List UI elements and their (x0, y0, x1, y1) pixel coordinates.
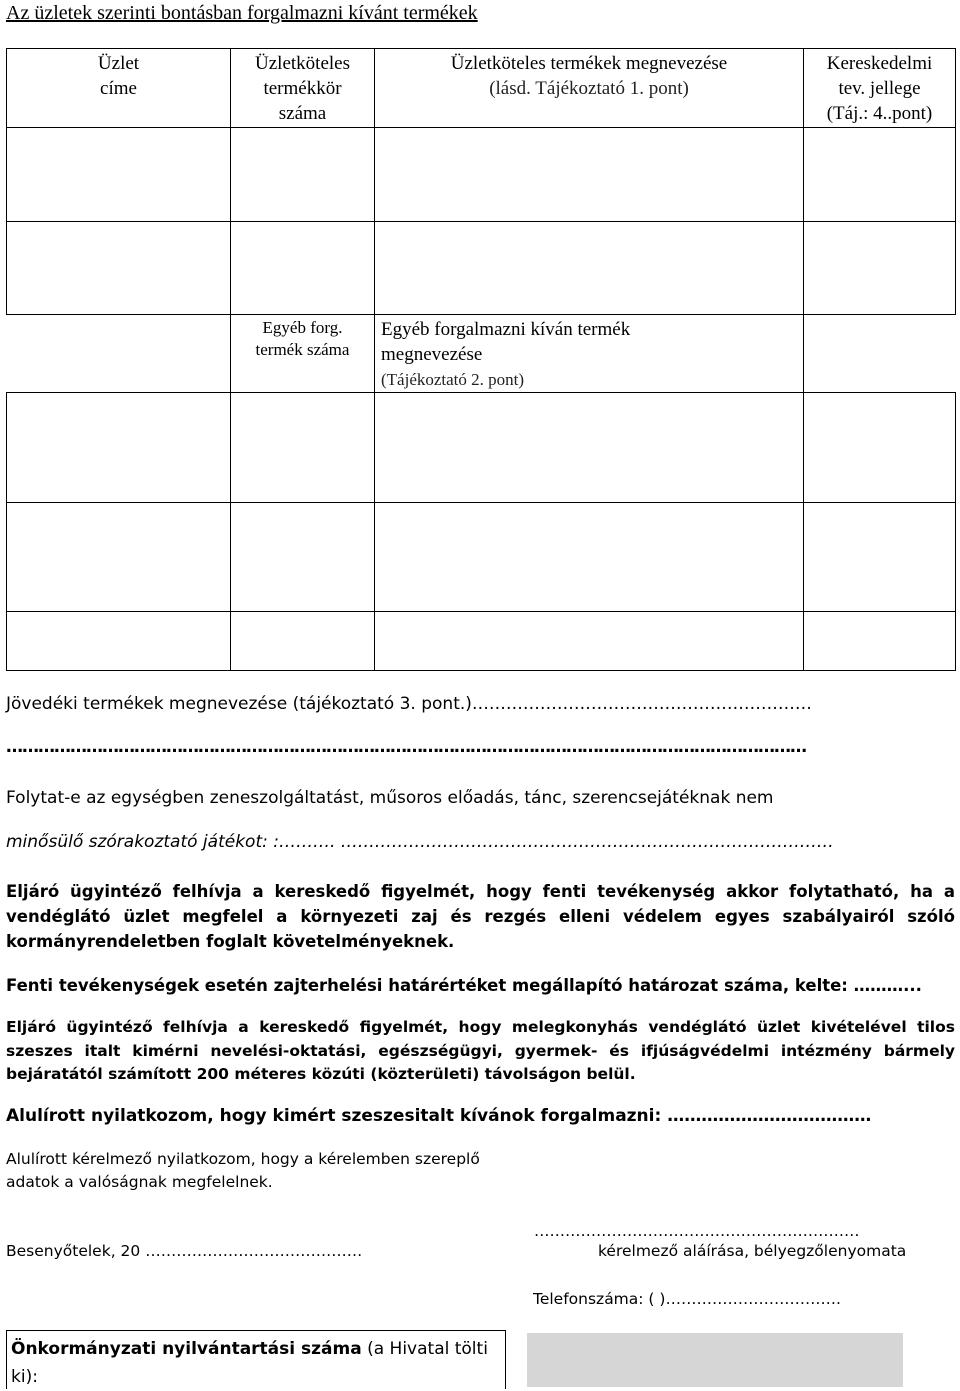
table-cell[interactable] (804, 393, 956, 503)
table-cell[interactable] (231, 503, 375, 612)
header-line: száma (278, 103, 327, 124)
noise-limit-line: Fenti tevékenységek esetén zajterhelési határértéket megállapító határozat száma, kelte: ………... (6, 976, 922, 995)
table-cell[interactable] (375, 128, 804, 222)
table-header-row (7, 315, 956, 393)
excise-products-dots[interactable]: …………………………………………………………………………………………………………………………………… (6, 737, 806, 757)
music-question-line-2: minősülő szórakoztató játékot: :………. …………………………………………………………………………… (6, 832, 834, 852)
header-shop-address (7, 49, 231, 128)
header-trade-type (804, 49, 956, 128)
header-line: Üzletköteles termékek megnevezése (450, 53, 728, 74)
header-other-product-names (375, 315, 804, 393)
table-cell[interactable] (804, 128, 956, 222)
table-cell[interactable] (231, 222, 375, 315)
registry-number-field[interactable] (527, 1333, 903, 1387)
table-cell[interactable] (7, 503, 231, 612)
header-line: Üzlet (97, 53, 140, 74)
signature-label: kérelmező aláírása, bélyegzőlenyomata (598, 1242, 907, 1260)
table-cell[interactable] (7, 393, 231, 503)
table-cell[interactable] (375, 503, 804, 612)
place-date[interactable]: Besenyőtelek, 20 …………………………………… (6, 1242, 363, 1260)
header-line: Egyéb forgalmazni kíván termék (381, 319, 631, 340)
empty-corner (7, 315, 231, 393)
products-table (6, 48, 956, 315)
header-other-product-number (231, 315, 375, 393)
table-cell[interactable] (804, 503, 956, 612)
header-line: (Táj.: 4..pont) (826, 103, 933, 124)
header-line: tev. jellege (838, 78, 921, 99)
header-line: Egyéb forg. (262, 318, 343, 337)
registry-label-bold: Önkormányzati nyilvántartási száma (11, 1339, 362, 1359)
empty-corner (804, 315, 956, 393)
table-cell[interactable] (231, 128, 375, 222)
header-product-group-number (231, 49, 375, 128)
table-cell[interactable] (7, 128, 231, 222)
registry-label-rest: (a Hivatal tölti (361, 1339, 488, 1359)
table-cell[interactable] (804, 222, 956, 315)
table-cell[interactable] (231, 393, 375, 503)
truth-declaration-line: adatok a valóságnak megfelelnek. (6, 1173, 273, 1191)
header-product-names (375, 49, 804, 128)
truth-declaration (6, 1148, 480, 1194)
table-cell[interactable] (7, 222, 231, 315)
table-cell[interactable] (231, 612, 375, 671)
music-question-line-1: Folytat-e az egységben zeneszolgáltatást, műsoros előadás, tánc, szerencsejátéknak nem (6, 788, 774, 808)
signature-line[interactable]: ……………………………………………………… (534, 1222, 860, 1240)
table-cell[interactable] (375, 393, 804, 503)
other-products-table (6, 314, 956, 671)
table-row (7, 128, 956, 222)
alcohol-notice: Eljáró ügyintéző felhívja a kereskedő figyelmét, hogy melegkonyhás vendéglátó üzlet kivételével tilos szeszes italt kimérni nevelési-oktatási, egészségügyi, gyermek- és ifjúságvédelmi intézmény bármely bejáratától számított 200 méteres közúti (közterületi) távolságon belül. (6, 1018, 955, 1083)
phone-field[interactable]: Telefonszáma: ( )……………………………. (533, 1290, 841, 1308)
table-cell[interactable] (375, 222, 804, 315)
truth-declaration-line: Alulírott kérelmező nyilatkozom, hogy a kérelemben szereplő (6, 1150, 480, 1168)
alcohol-declaration: Alulírott nyilatkozom, hogy kimért szeszesitalt kívánok forgalmazni: ……………………………… (6, 1106, 872, 1126)
registry-box (6, 1330, 506, 1389)
table-cell[interactable] (7, 612, 231, 671)
header-line: termékkör (263, 78, 342, 99)
noise-notice: Eljáró ügyintéző felhívja a kereskedő figyelmét, hogy fenti tevékenység akkor folytatható, ha a vendéglátó üzlet megfelel a környezeti zaj és rezgés elleni védelem egyes szabályairól szóló kormányrendeletben foglalt követelményeknek. (6, 882, 955, 951)
registry-label-end: ki): (11, 1367, 38, 1387)
table-header-row (7, 49, 956, 128)
page-title: Az üzletek szerinti bontásban forgalmazni kívánt termékek (6, 2, 478, 24)
excise-products-line: Jövedéki termékek megnevezése (tájékoztató 3. pont.)…………………………………………………… (6, 694, 812, 714)
table-row (7, 393, 956, 503)
table-row (7, 503, 956, 612)
header-line: (Tájékoztató 2. pont) (381, 370, 525, 389)
table-row (7, 222, 956, 315)
table-cell[interactable] (804, 612, 956, 671)
header-line: termék száma (255, 340, 350, 359)
table-cell[interactable] (375, 612, 804, 671)
header-line: Üzletköteles (255, 53, 350, 74)
table-row (7, 612, 956, 671)
header-line: (lásd. Tájékoztató 1. pont) (489, 78, 689, 99)
header-line: címe (100, 78, 137, 99)
header-line: Kereskedelmi (826, 53, 933, 74)
header-line: megnevezése (381, 344, 483, 365)
